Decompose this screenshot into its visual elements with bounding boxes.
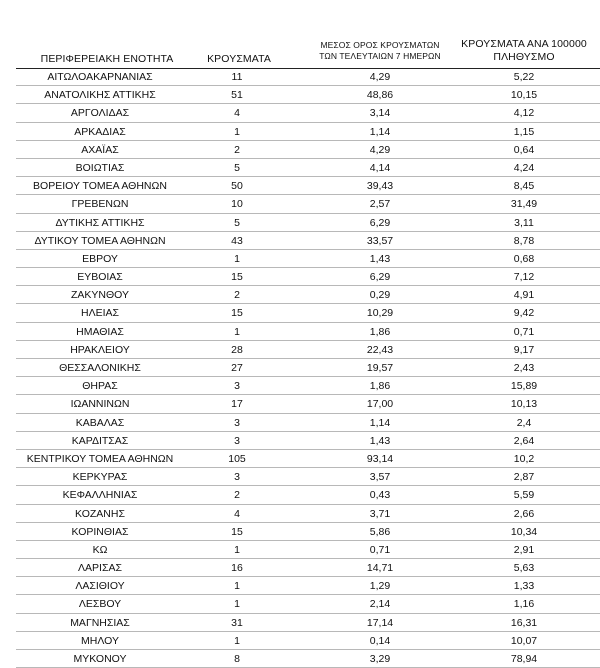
header-avg-line-1: ΜΕΣΟΣ ΟΡΟΣ ΚΡΟΥΣΜΑΤΩΝ	[320, 40, 440, 50]
per-100k-cell: 0,71	[513, 325, 535, 338]
region-cell: ΔΥΤΙΚΗΣ ΑΤΤΙΚΗΣ	[55, 216, 145, 229]
avg-7-days-cell: 33,57	[366, 234, 394, 247]
region-cell: ΑΝΑΤΟΛΙΚΗΣ ΑΤΤΙΚΗΣ	[44, 89, 156, 102]
per-100k-cell: 3,11	[514, 216, 534, 229]
table-row	[0, 450, 600, 468]
table-row	[0, 541, 600, 559]
avg-7-days-cell: 22,43	[366, 343, 394, 356]
avg-7-days-cell: 5,86	[369, 525, 391, 538]
table-body	[0, 68, 600, 668]
cases-cell: 2	[234, 143, 240, 156]
region-cell: ΔΥΤΙΚΟΥ ΤΟΜΕΑ ΑΘΗΝΩΝ	[34, 234, 166, 247]
table-row	[0, 414, 600, 432]
region-cell: ΑΧΑΪΑΣ	[81, 143, 119, 156]
per-100k-cell: 2,64	[513, 434, 535, 447]
header-cases-per-100k	[448, 38, 600, 64]
avg-7-days-cell: 3,14	[369, 107, 391, 120]
avg-7-days-cell: 6,29	[369, 271, 391, 284]
header-avg-line-2: ΤΩΝ ΤΕΛΕΥΤΑΙΩΝ 7 ΗΜΕΡΩΝ	[319, 51, 441, 61]
per-100k-cell: 10,15	[510, 89, 538, 102]
per-100k-cell: 8,78	[513, 234, 535, 247]
cases-cell: 1	[234, 125, 240, 138]
cases-cell: 8	[234, 653, 240, 665]
per-100k-cell: 2,4	[516, 416, 532, 429]
cases-cell: 15	[231, 525, 243, 538]
table-row	[0, 632, 600, 650]
table-row	[0, 614, 600, 632]
avg-7-days-cell: 10,29	[366, 307, 394, 320]
per-100k-cell: 4,91	[513, 289, 535, 302]
cases-cell: 16	[231, 562, 243, 575]
cases-cell: 50	[231, 180, 243, 193]
per-100k-cell: 15,89	[510, 380, 538, 393]
avg-7-days-cell: 1,29	[369, 580, 391, 593]
table-row	[0, 232, 600, 250]
cases-cell: 31	[231, 616, 243, 629]
region-cell: ΚΟΡΙΝΘΙΑΣ	[71, 525, 129, 538]
cases-cell: 1	[234, 252, 240, 265]
table-row	[0, 104, 600, 122]
region-cell: ΕΒΡΟΥ	[82, 252, 118, 265]
per-100k-cell: 5,22	[513, 71, 535, 83]
cases-cell: 3	[234, 471, 240, 484]
cases-cell: 28	[231, 343, 243, 356]
cases-cell: 4	[234, 107, 240, 120]
avg-7-days-cell: 93,14	[366, 452, 394, 465]
cases-cell: 11	[231, 71, 243, 83]
avg-7-days-cell: 3,29	[369, 653, 391, 665]
table-row	[0, 86, 600, 104]
region-cell: ΗΡΑΚΛΕΙΟΥ	[70, 343, 130, 356]
table-row	[0, 341, 600, 359]
region-cell: ΛΕΣΒΟΥ	[78, 598, 122, 611]
per-100k-cell: 31,49	[510, 198, 538, 211]
avg-7-days-cell: 1,14	[369, 125, 391, 138]
table-row	[0, 523, 600, 541]
region-cell: ΑΙΤΩΛΟΑΚΑΡΝΑΝΙΑΣ	[47, 71, 153, 83]
region-cell: ΘΗΡΑΣ	[82, 380, 118, 393]
header-avg-7-days	[300, 40, 460, 62]
per-100k-cell: 1,15	[513, 125, 535, 138]
table-row	[0, 323, 600, 341]
table-row	[0, 195, 600, 213]
table-row	[0, 595, 600, 613]
region-cell: ΙΩΑΝΝΙΝΩΝ	[70, 398, 130, 411]
region-cell: ΛΑΡΙΣΑΣ	[78, 562, 122, 575]
avg-7-days-cell: 17,00	[366, 398, 394, 411]
header-per100k-line-2: ΠΛΗΘΥΣΜΟ	[493, 51, 555, 63]
avg-7-days-cell: 3,71	[369, 507, 391, 520]
avg-7-days-cell: 39,43	[366, 180, 394, 193]
table-row	[0, 214, 600, 232]
cases-cell: 27	[231, 362, 243, 374]
region-cell: ΗΜΑΘΙΑΣ	[76, 325, 124, 338]
region-cell: ΛΑΣΙΘΙΟΥ	[75, 580, 125, 593]
cases-cell: 5	[234, 161, 240, 174]
region-cell: ΗΛΕΙΑΣ	[80, 307, 119, 320]
avg-7-days-cell: 19,57	[366, 362, 394, 374]
cases-cell: 1	[234, 543, 240, 556]
avg-7-days-cell: 1,86	[369, 380, 391, 393]
region-cell: ΜΥΚΟΝΟΥ	[73, 653, 127, 665]
avg-7-days-cell: 3,57	[369, 471, 391, 484]
region-cell: ΚΑΡΔΙΤΣΑΣ	[71, 434, 129, 447]
avg-7-days-cell: 2,14	[369, 598, 391, 611]
per-100k-cell: 0,68	[513, 252, 535, 265]
table-row	[0, 177, 600, 195]
region-cell: ΕΥΒΟΙΑΣ	[77, 271, 123, 284]
per-100k-cell: 10,13	[510, 398, 538, 411]
region-cell: ΚΩ	[92, 543, 108, 556]
region-cell: ΜΗΛΟΥ	[81, 634, 119, 647]
header-cases: ΚΡΟΥΣΜΑΤΑ	[207, 53, 271, 65]
table-row	[0, 250, 600, 268]
avg-7-days-cell: 4,29	[369, 143, 391, 156]
per-100k-cell: 4,12	[513, 107, 535, 120]
region-cell: ΚΕΝΤΡΙΚΟΥ ΤΟΜΕΑ ΑΘΗΝΩΝ	[26, 452, 174, 465]
table-row	[0, 377, 600, 395]
avg-7-days-cell: 0,71	[369, 543, 391, 556]
table-row	[0, 432, 600, 450]
avg-7-days-cell: 48,86	[366, 89, 394, 102]
region-cell: ΜΑΓΝΗΣΙΑΣ	[70, 616, 130, 629]
per-100k-cell: 2,43	[513, 362, 535, 374]
table-row	[0, 577, 600, 595]
cases-cell: 17	[231, 398, 243, 411]
table-row	[0, 304, 600, 322]
table-row	[0, 650, 600, 668]
avg-7-days-cell: 4,29	[369, 71, 391, 83]
cases-cell: 1	[234, 598, 240, 611]
table-row	[0, 468, 600, 486]
region-cell: ΚΟΖΑΝΗΣ	[75, 507, 125, 520]
per-100k-cell: 9,42	[513, 307, 535, 320]
region-cell: ΚΕΡΚΥΡΑΣ	[72, 471, 128, 484]
region-cell: ΖΑΚΥΝΘΟΥ	[70, 289, 129, 302]
avg-7-days-cell: 2,57	[369, 198, 391, 211]
avg-7-days-cell: 0,14	[369, 634, 391, 647]
table-row	[0, 286, 600, 304]
table-row	[0, 486, 600, 504]
per-100k-cell: 7,12	[513, 271, 535, 284]
region-cell: ΒΟΙΩΤΙΑΣ	[75, 161, 125, 174]
region-cell: ΒΟΡΕΙΟΥ ΤΟΜΕΑ ΑΘΗΝΩΝ	[33, 180, 167, 193]
per-100k-cell: 5,63	[513, 562, 535, 575]
per-100k-cell: 5,59	[513, 489, 535, 502]
avg-7-days-cell: 1,43	[369, 252, 391, 265]
cases-cell: 3	[234, 380, 240, 393]
table-row	[0, 359, 600, 377]
region-cell: ΑΡΚΑΔΙΑΣ	[74, 125, 126, 138]
table-row	[0, 395, 600, 413]
per-100k-cell: 2,66	[513, 507, 535, 520]
avg-7-days-cell: 14,71	[366, 562, 394, 575]
cases-cell: 1	[234, 580, 240, 593]
table-row	[0, 123, 600, 141]
per-100k-cell: 2,91	[513, 543, 535, 556]
per-100k-cell: 78,94	[510, 653, 538, 665]
per-100k-cell: 1,33	[513, 580, 535, 593]
region-cell: ΘΕΣΣΑΛΟΝΙΚΗΣ	[59, 362, 141, 374]
table-row	[0, 68, 600, 86]
cases-cell: 15	[231, 307, 243, 320]
avg-7-days-cell: 17,14	[366, 616, 394, 629]
per-100k-cell: 10,07	[510, 634, 538, 647]
avg-7-days-cell: 0,43	[369, 489, 391, 502]
header-per100k-line-1: ΚΡΟΥΣΜΑΤΑ ΑΝΑ 100000	[461, 38, 587, 50]
per-100k-cell: 16,31	[510, 616, 538, 629]
cases-cell: 2	[234, 289, 240, 302]
per-100k-cell: 2,87	[513, 471, 535, 484]
table-row	[0, 141, 600, 159]
per-100k-cell: 4,24	[513, 161, 535, 174]
table-row	[0, 559, 600, 577]
header-region: ΠΕΡΙΦΕΡΕΙΑΚΗ ΕΝΟΤΗΤΑ	[40, 53, 174, 65]
region-cell: ΑΡΓΟΛΙΔΑΣ	[70, 107, 130, 120]
per-100k-cell: 10,2	[513, 452, 535, 465]
per-100k-cell: 9,17	[513, 343, 535, 356]
cases-cell: 4	[234, 507, 240, 520]
region-cell: ΚΕΦΑΛΛΗΝΙΑΣ	[62, 489, 138, 502]
per-100k-cell: 1,16	[513, 598, 535, 611]
table-row	[0, 505, 600, 523]
per-100k-cell: 10,34	[510, 525, 538, 538]
cases-cell: 10	[231, 198, 243, 211]
avg-7-days-cell: 1,43	[369, 434, 391, 447]
cases-cell: 1	[234, 634, 240, 647]
cases-cell: 1	[234, 325, 240, 338]
avg-7-days-cell: 4,14	[369, 161, 391, 174]
avg-7-days-cell: 1,14	[369, 416, 391, 429]
avg-7-days-cell: 1,86	[369, 325, 391, 338]
per-100k-cell: 0,64	[513, 143, 535, 156]
cases-cell: 51	[231, 89, 243, 102]
cases-cell: 105	[228, 452, 246, 465]
cases-cell: 15	[231, 271, 243, 284]
cases-cell: 43	[231, 234, 243, 247]
cases-cell: 5	[234, 216, 240, 229]
cases-cell: 3	[234, 434, 240, 447]
table-row	[0, 159, 600, 177]
cases-cell: 3	[234, 416, 240, 429]
avg-7-days-cell: 6,29	[369, 216, 391, 229]
avg-7-days-cell: 0,29	[369, 289, 391, 302]
region-cell: ΚΑΒΑΛΑΣ	[75, 416, 125, 429]
per-100k-cell: 8,45	[513, 180, 535, 193]
cases-cell: 2	[234, 489, 240, 502]
table-row	[0, 268, 600, 286]
region-cell: ΓΡΕΒΕΝΩΝ	[71, 198, 129, 211]
